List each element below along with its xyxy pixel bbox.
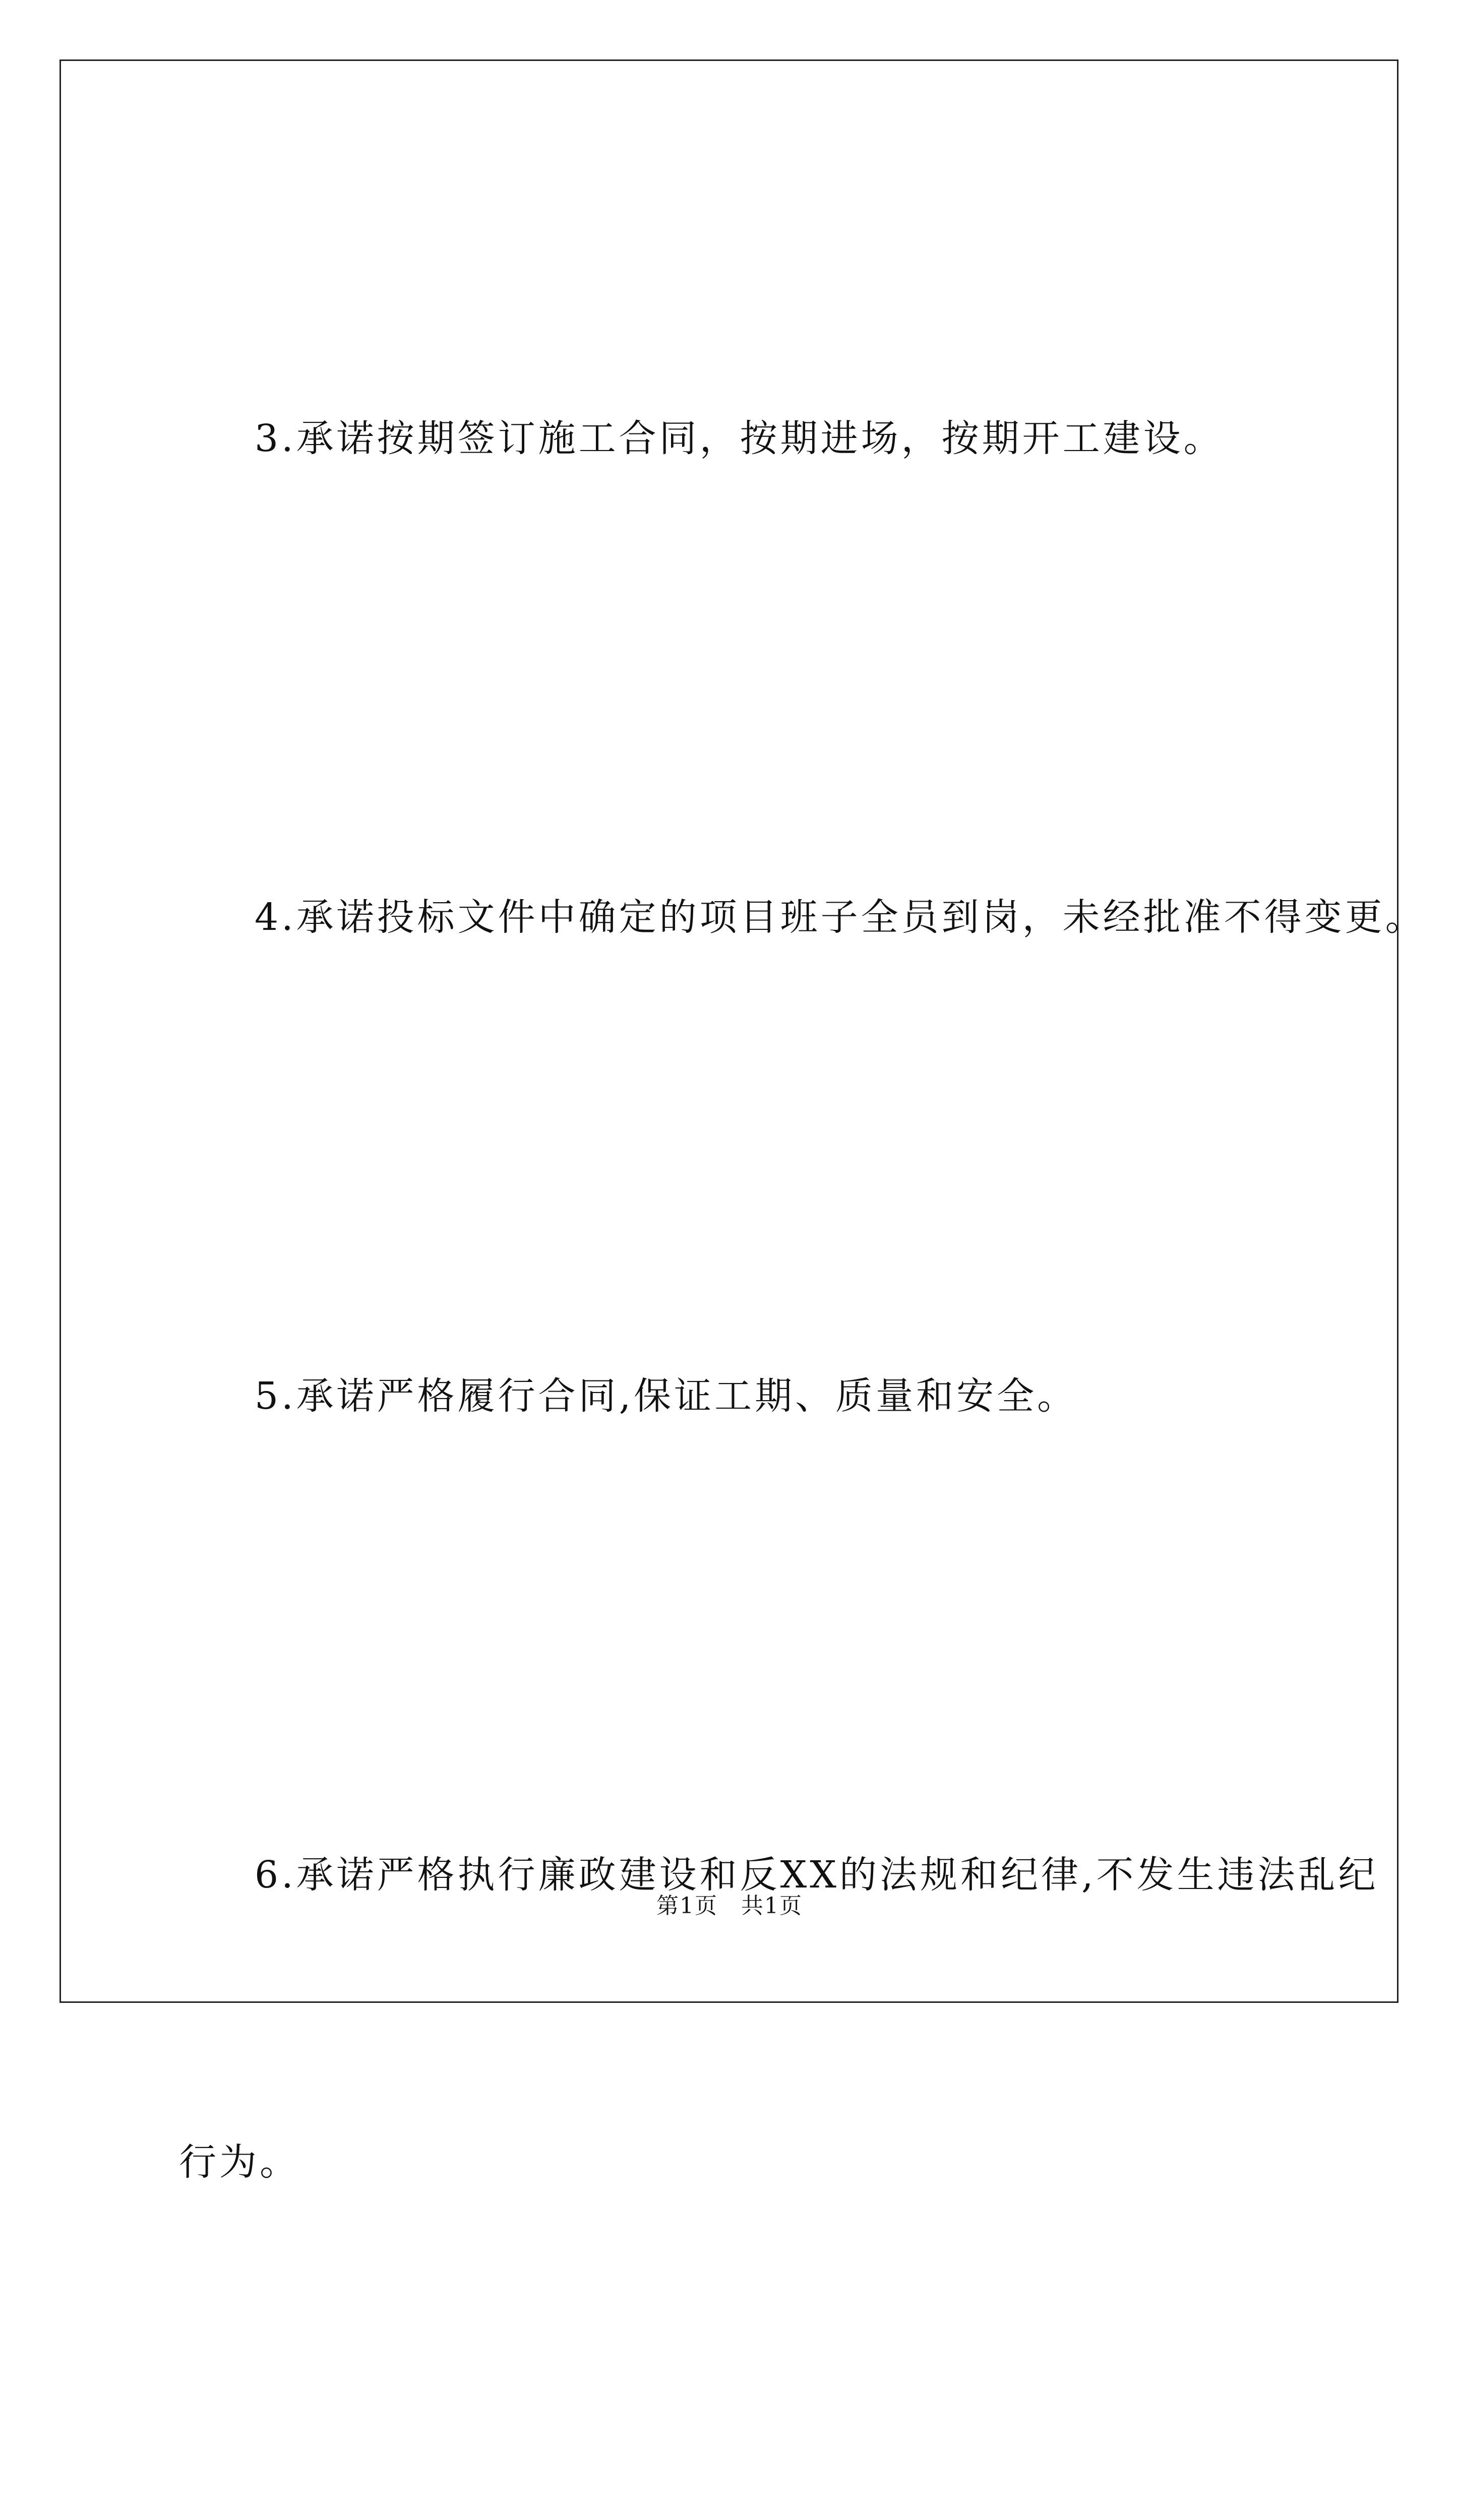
commitment-item-4	[179, 678, 1426, 1157]
commitment-item-7	[179, 2402, 1288, 2520]
text-line: 5.承诺严格履行合同,保证工期、质量和安全。	[255, 1374, 1078, 1418]
commitment-item-5	[179, 1157, 1288, 1635]
text-line: 6.承诺严格执行廉政建设和反XX的法规和纪律,不发生违法乱纪	[255, 1853, 1379, 1897]
text-line: 行为。	[179, 2140, 300, 2184]
text-line: 4.承诺投标文件中确定的项目班子全员到岗，未经批准不得变更。	[255, 896, 1426, 939]
document-body	[179, 199, 1426, 2520]
commitment-item-6	[179, 1635, 1379, 2402]
text-line: 3.承诺按期签订施工合同，按期进场，按期开工建设。	[255, 417, 1224, 460]
page-footer: 第1页 共1页	[656, 1893, 803, 1919]
commitment-item-3	[179, 199, 1288, 678]
